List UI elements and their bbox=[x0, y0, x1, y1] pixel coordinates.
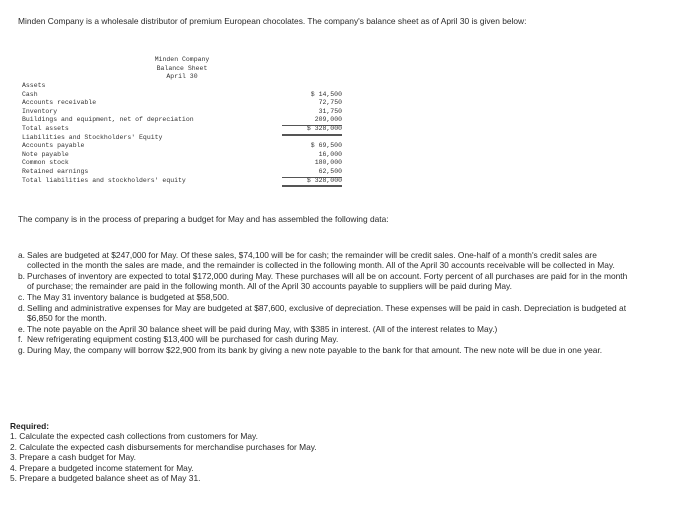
row-buildings-equipment bbox=[22, 116, 342, 125]
list-item bbox=[18, 250, 630, 271]
row-total-assets bbox=[22, 125, 342, 134]
row-label: Inventory bbox=[22, 107, 58, 115]
item-text: Sales are budgeted at $247,000 for May. Of these sales, $74,100 will be for cash; the remainder will be credit sales. One-half of a month's credit sales are collected in the month the sales are made, and the remainder is collected in the following month. All of the April 30 accounts receivable will be collected in May. bbox=[27, 250, 615, 271]
list-item bbox=[18, 271, 630, 292]
item-letter: g. bbox=[18, 344, 25, 355]
row-label: Liabilities and Stockholders' Equity bbox=[22, 133, 163, 141]
row-value: 16,000 bbox=[318, 150, 342, 158]
item-text: During May, the company will borrow $22,900 from its bank by giving a new note payable to the bank for that amount. The new note will be due in one year. bbox=[27, 344, 603, 355]
row-value: 180,000 bbox=[314, 159, 342, 167]
item-text: The note payable on the April 30 balance sheet will be paid during May, with $385 in interest. (All of the interest relates to May.) bbox=[27, 323, 498, 334]
row-label: Total liabilities and stockholders' equity bbox=[22, 176, 186, 184]
statement-date: April 30 bbox=[166, 73, 198, 81]
item-letter: c. bbox=[18, 292, 25, 302]
required-item: 1. Calculate the expected cash collections from customers for May. bbox=[10, 431, 258, 442]
required-item: 5. Prepare a budgeted balance sheet as of May 31. bbox=[10, 473, 201, 484]
required-item: 2. Calculate the expected cash disbursements for merchandise purchases for May. bbox=[10, 441, 317, 452]
required-item: 3. Prepare a cash budget for May. bbox=[10, 452, 137, 463]
item-letter: a. bbox=[18, 250, 25, 260]
required-title: Required: bbox=[10, 421, 50, 431]
row-liabilities-heading bbox=[22, 134, 342, 143]
row-label: Note payable bbox=[22, 150, 69, 158]
item-letter: d. bbox=[18, 302, 25, 313]
required-item: 4. Prepare a budgeted income statement for May. bbox=[10, 462, 194, 473]
row-label: Accounts receivable bbox=[22, 99, 97, 107]
statement-title: Balance Sheet bbox=[156, 64, 208, 72]
row-value: $ 328,000 bbox=[282, 125, 342, 136]
budget-data-list bbox=[18, 250, 630, 355]
row-value: $ 328,000 bbox=[282, 177, 342, 188]
list-item bbox=[18, 345, 630, 355]
item-text: New refrigerating equipment costing $13,400 will be purchased for cash during May. bbox=[27, 334, 339, 345]
row-cash bbox=[22, 91, 342, 100]
row-label: Cash bbox=[22, 90, 38, 98]
row-label: Common stock bbox=[22, 159, 69, 167]
row-label: Retained earnings bbox=[22, 167, 89, 175]
row-retained-earnings bbox=[22, 168, 342, 177]
balance-sheet-header bbox=[132, 56, 232, 82]
row-total-liabilities-equity bbox=[22, 177, 342, 186]
item-text: The May 31 inventory balance is budgeted at $58,500. bbox=[27, 292, 230, 302]
item-letter: b. bbox=[18, 271, 25, 281]
row-common-stock bbox=[22, 159, 342, 168]
required-list bbox=[10, 431, 670, 483]
row-accounts-payable bbox=[22, 142, 342, 151]
row-inventory bbox=[22, 108, 342, 117]
item-text: Selling and administrative expenses for May are budgeted at $87,600, exclusive of depreciation. These expenses will be paid in cash. Depreciation is budgeted at $6,850 for the month. bbox=[27, 302, 627, 323]
row-assets-heading bbox=[22, 82, 342, 91]
item-letter: e. bbox=[18, 323, 25, 334]
intro-paragraph: Minden Company is a wholesale distributor of premium European chocolates. The company's balance sheet as of April 30 is given below: bbox=[18, 16, 527, 26]
item-text: Purchases of inventory are expected to total $172,000 during May. These purchases will all be on account. Forty percent of all purchases are paid for in the month of purchase; the remainder are paid in the following month. All of the April 30 accounts payable to suppliers will be paid during May. bbox=[27, 271, 628, 292]
row-value: $ 69,500 bbox=[310, 142, 342, 150]
balance-sheet bbox=[22, 52, 342, 206]
item-letter: f. bbox=[18, 334, 23, 345]
list-item bbox=[18, 292, 630, 302]
row-note-payable bbox=[22, 151, 342, 160]
list-item bbox=[18, 303, 630, 324]
row-value: 62,500 bbox=[282, 168, 342, 178]
row-label: Total assets bbox=[22, 124, 69, 132]
row-label: Assets bbox=[22, 82, 46, 89]
row-accounts-receivable bbox=[22, 99, 342, 108]
row-label: Buildings and equipment, net of depreciation bbox=[22, 116, 194, 124]
company-name: Minden Company bbox=[154, 56, 210, 63]
row-value: $ 14,500 bbox=[310, 90, 342, 98]
row-label: Accounts payable bbox=[22, 142, 85, 150]
required-section bbox=[10, 421, 670, 483]
data-intro-paragraph: The company is in the process of preparing a budget for May and has assembled the following data: bbox=[18, 214, 389, 224]
list-item bbox=[18, 334, 630, 344]
list-item bbox=[18, 324, 630, 334]
row-value: 209,000 bbox=[282, 116, 342, 126]
row-value: 72,750 bbox=[318, 99, 342, 107]
row-value: 31,750 bbox=[318, 107, 342, 115]
balance-sheet-rows bbox=[22, 82, 342, 185]
